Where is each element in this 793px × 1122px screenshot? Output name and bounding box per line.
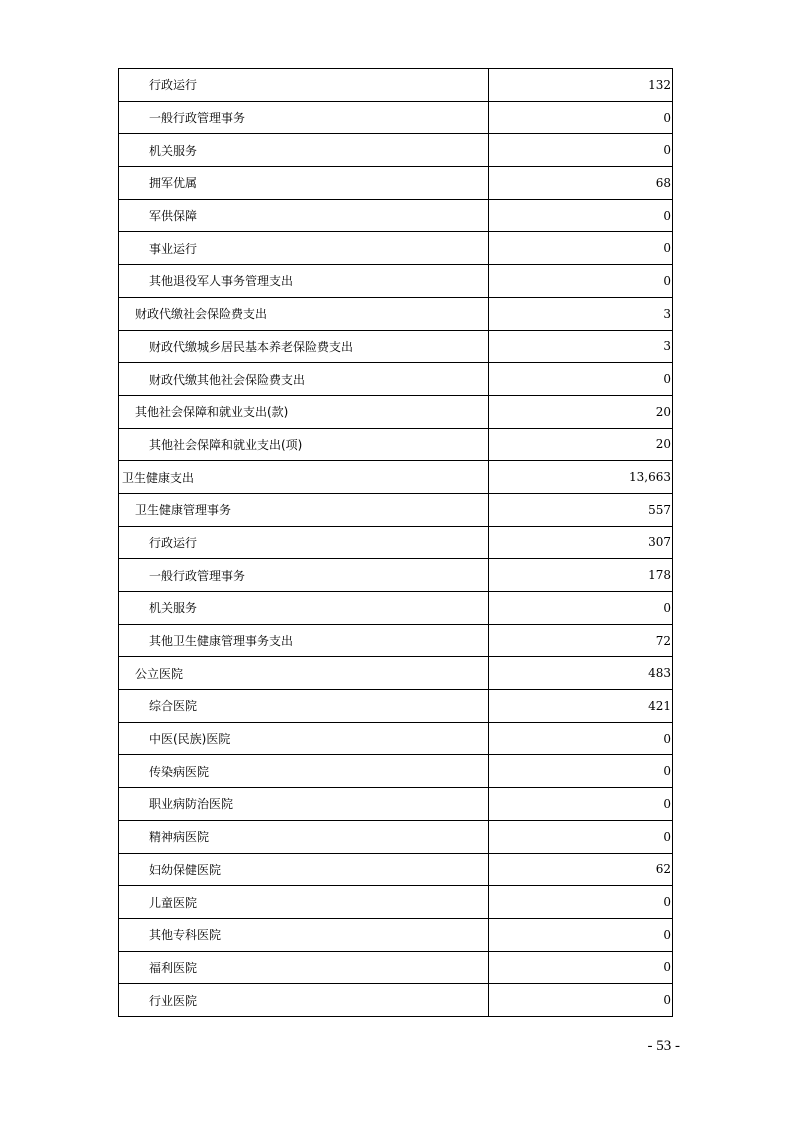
table-row	[119, 232, 673, 265]
item-name-cell: 行政运行	[119, 69, 489, 102]
table-row	[119, 918, 673, 951]
table-row	[119, 559, 673, 592]
item-name-cell: 福利医院	[119, 951, 489, 984]
amount-cell: 0	[489, 755, 673, 788]
table-row	[119, 755, 673, 788]
table-row	[119, 820, 673, 853]
table-row	[119, 984, 673, 1017]
table-row	[119, 690, 673, 723]
amount-cell: 0	[489, 134, 673, 167]
table-row	[119, 134, 673, 167]
amount-cell: 0	[489, 232, 673, 265]
item-name-cell: 妇幼保健医院	[119, 853, 489, 886]
item-name-cell: 财政代缴城乡居民基本养老保险费支出	[119, 330, 489, 363]
amount-cell: 0	[489, 886, 673, 919]
item-name-cell: 精神病医院	[119, 820, 489, 853]
amount-cell: 557	[489, 493, 673, 526]
amount-cell: 3	[489, 330, 673, 363]
item-name-cell: 卫生健康支出	[119, 461, 489, 494]
expenditure-table	[118, 68, 673, 1017]
amount-cell: 20	[489, 428, 673, 461]
table-row	[119, 722, 673, 755]
expenditure-table-body	[119, 69, 673, 1017]
item-name-cell: 行政运行	[119, 526, 489, 559]
item-name-cell: 一般行政管理事务	[119, 559, 489, 592]
page-number: - 53 -	[647, 1038, 680, 1054]
item-name-cell: 儿童医院	[119, 886, 489, 919]
amount-cell: 20	[489, 395, 673, 428]
amount-cell: 68	[489, 167, 673, 200]
table-row	[119, 624, 673, 657]
item-name-cell: 财政代缴其他社会保险费支出	[119, 363, 489, 396]
item-name-cell: 行业医院	[119, 984, 489, 1017]
item-name-cell: 其他卫生健康管理事务支出	[119, 624, 489, 657]
item-name-cell: 拥军优属	[119, 167, 489, 200]
amount-cell: 421	[489, 690, 673, 723]
amount-cell: 0	[489, 363, 673, 396]
amount-cell: 62	[489, 853, 673, 886]
table-row	[119, 101, 673, 134]
table-row	[119, 461, 673, 494]
table-row	[119, 592, 673, 625]
amount-cell: 483	[489, 657, 673, 690]
table-row	[119, 395, 673, 428]
table-row	[119, 428, 673, 461]
item-name-cell: 一般行政管理事务	[119, 101, 489, 134]
table-row	[119, 167, 673, 200]
item-name-cell: 卫生健康管理事务	[119, 493, 489, 526]
amount-cell: 0	[489, 951, 673, 984]
amount-cell: 178	[489, 559, 673, 592]
amount-cell: 13,663	[489, 461, 673, 494]
item-name-cell: 公立医院	[119, 657, 489, 690]
item-name-cell: 机关服务	[119, 134, 489, 167]
table-row	[119, 526, 673, 559]
amount-cell: 0	[489, 722, 673, 755]
amount-cell: 132	[489, 69, 673, 102]
item-name-cell: 中医(民族)医院	[119, 722, 489, 755]
item-name-cell: 职业病防治医院	[119, 788, 489, 821]
table-row	[119, 788, 673, 821]
amount-cell: 0	[489, 788, 673, 821]
table-row	[119, 265, 673, 298]
table-row	[119, 853, 673, 886]
item-name-cell: 其他社会保障和就业支出(项)	[119, 428, 489, 461]
amount-cell: 0	[489, 918, 673, 951]
table-row	[119, 199, 673, 232]
item-name-cell: 事业运行	[119, 232, 489, 265]
item-name-cell: 其他社会保障和就业支出(款)	[119, 395, 489, 428]
table-row	[119, 493, 673, 526]
table-row	[119, 886, 673, 919]
amount-cell: 0	[489, 265, 673, 298]
item-name-cell: 综合医院	[119, 690, 489, 723]
amount-cell: 0	[489, 592, 673, 625]
item-name-cell: 其他专科医院	[119, 918, 489, 951]
amount-cell: 0	[489, 199, 673, 232]
item-name-cell: 机关服务	[119, 592, 489, 625]
table-row	[119, 363, 673, 396]
table-row	[119, 330, 673, 363]
table-row	[119, 297, 673, 330]
amount-cell: 72	[489, 624, 673, 657]
item-name-cell: 军供保障	[119, 199, 489, 232]
amount-cell: 307	[489, 526, 673, 559]
table-row	[119, 657, 673, 690]
item-name-cell: 其他退役军人事务管理支出	[119, 265, 489, 298]
item-name-cell: 财政代缴社会保险费支出	[119, 297, 489, 330]
table-row	[119, 69, 673, 102]
amount-cell: 0	[489, 820, 673, 853]
amount-cell: 0	[489, 101, 673, 134]
amount-cell: 3	[489, 297, 673, 330]
item-name-cell: 传染病医院	[119, 755, 489, 788]
amount-cell: 0	[489, 984, 673, 1017]
table-row	[119, 951, 673, 984]
